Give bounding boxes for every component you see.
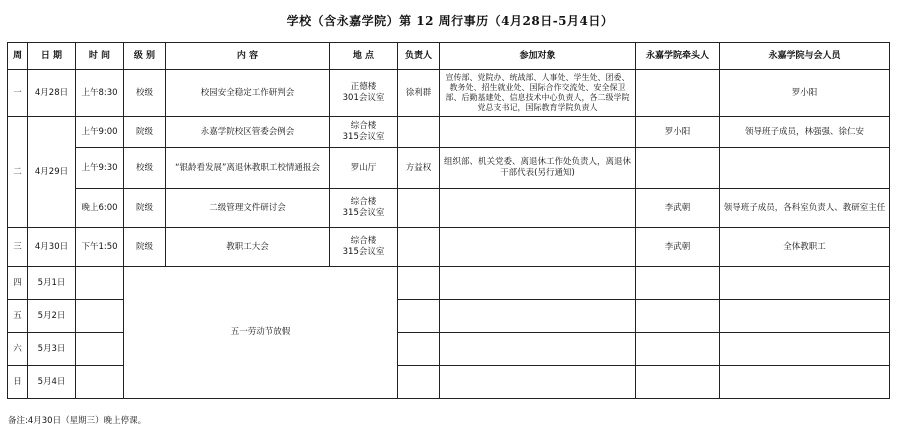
yj-members-cell: 全体教职工 bbox=[720, 228, 890, 267]
week-cell: 日 bbox=[8, 366, 28, 399]
place-cell: 综合楼 315会议室 bbox=[330, 189, 398, 228]
yj-lead-cell: 罗小阳 bbox=[636, 117, 720, 148]
week-cell: 四 bbox=[8, 267, 28, 300]
leader-cell bbox=[398, 333, 440, 366]
header-yj-lead: 永嘉学院牵头人 bbox=[636, 43, 720, 70]
content-cell: 永嘉学院校区管委会例会 bbox=[166, 117, 330, 148]
attendees-cell: 组织部、机关党委、离退休工作处负责人，离退休干部代表(另行通知) bbox=[440, 148, 636, 189]
date-cell: 4月29日 bbox=[28, 117, 76, 228]
header-row bbox=[8, 43, 890, 70]
header-week: 周 bbox=[8, 43, 28, 70]
leader-cell: 徐利群 bbox=[398, 70, 440, 117]
holiday-cell: 五一劳动节放假 bbox=[124, 267, 398, 399]
date-cell: 5月3日 bbox=[28, 333, 76, 366]
content-cell: 二级管理文件研讨会 bbox=[166, 189, 330, 228]
yj-lead-cell bbox=[636, 300, 720, 333]
content-cell: “银龄看发展”离退休教职工校情通报会 bbox=[166, 148, 330, 189]
yj-lead-cell bbox=[636, 366, 720, 399]
header-content: 内 容 bbox=[166, 43, 330, 70]
time-cell bbox=[76, 333, 124, 366]
leader-cell bbox=[398, 267, 440, 300]
place-cell: 综合楼 315会议室 bbox=[330, 117, 398, 148]
table-row bbox=[8, 189, 890, 228]
yj-members-cell: 领导班子成员，林强强、徐仁安 bbox=[720, 117, 890, 148]
leader-cell: 方益权 bbox=[398, 148, 440, 189]
date-cell: 5月2日 bbox=[28, 300, 76, 333]
attendees-cell bbox=[440, 267, 636, 300]
time-cell: 上午9:30 bbox=[76, 148, 124, 189]
date-cell: 5月4日 bbox=[28, 366, 76, 399]
yj-members-cell bbox=[720, 300, 890, 333]
leader-cell bbox=[398, 366, 440, 399]
attendees-cell bbox=[440, 366, 636, 399]
date-cell: 5月1日 bbox=[28, 267, 76, 300]
level-cell: 院级 bbox=[124, 189, 166, 228]
header-place: 地 点 bbox=[330, 43, 398, 70]
leader-cell bbox=[398, 300, 440, 333]
yj-members-cell: 罗小阳 bbox=[720, 70, 890, 117]
place-cell: 罗山厅 bbox=[330, 148, 398, 189]
header-level: 级 别 bbox=[124, 43, 166, 70]
leader-cell bbox=[398, 189, 440, 228]
header-yj-members: 永嘉学院与会人员 bbox=[720, 43, 890, 70]
week-cell: 二 bbox=[8, 117, 28, 228]
place-cell: 正德楼 301会议室 bbox=[330, 70, 398, 117]
week-cell: 六 bbox=[8, 333, 28, 366]
page-title: 学校（含永嘉学院）第 12 周行事历（4月28日-5月4日） bbox=[286, 14, 614, 28]
level-cell: 校级 bbox=[124, 148, 166, 189]
attendees-cell bbox=[440, 189, 636, 228]
leader-cell bbox=[398, 117, 440, 148]
level-cell: 院级 bbox=[124, 117, 166, 148]
week-cell: 一 bbox=[8, 70, 28, 117]
attendees-cell bbox=[440, 300, 636, 333]
table-row bbox=[8, 228, 890, 267]
yj-lead-cell: 李武朝 bbox=[636, 228, 720, 267]
table-row bbox=[8, 267, 890, 300]
week-cell: 五 bbox=[8, 300, 28, 333]
time-cell bbox=[76, 267, 124, 300]
time-cell: 上午9:00 bbox=[76, 117, 124, 148]
attendees-cell bbox=[440, 228, 636, 267]
table-row bbox=[8, 148, 890, 189]
yj-lead-cell bbox=[636, 70, 720, 117]
time-cell bbox=[76, 300, 124, 333]
time-cell: 下午1:50 bbox=[76, 228, 124, 267]
date-cell: 4月30日 bbox=[28, 228, 76, 267]
yj-members-cell: 领导班子成员，各科室负责人、教研室主任 bbox=[720, 189, 890, 228]
header-leader: 负责人 bbox=[398, 43, 440, 70]
yj-lead-cell bbox=[636, 267, 720, 300]
level-cell: 院级 bbox=[124, 228, 166, 267]
yj-lead-cell: 李武朝 bbox=[636, 189, 720, 228]
content-cell: 校园安全稳定工作研判会 bbox=[166, 70, 330, 117]
yj-members-cell bbox=[720, 148, 890, 189]
attendees-cell bbox=[440, 117, 636, 148]
place-cell: 综合楼 315会议室 bbox=[330, 228, 398, 267]
attendees-cell: 宣传部、党院办、统战部、人事处、学生处、团委、教务处、招生就业处、国际合作交流处、安全保卫部、后勤基建处、信息技术中心负责人，各二级学院党总支书记，国际教育学院负责人 bbox=[440, 70, 636, 117]
header-time: 时 间 bbox=[76, 43, 124, 70]
date-cell: 4月28日 bbox=[28, 70, 76, 117]
time-cell: 上午8:30 bbox=[76, 70, 124, 117]
yj-members-cell bbox=[720, 333, 890, 366]
yj-members-cell bbox=[720, 267, 890, 300]
level-cell: 校级 bbox=[124, 70, 166, 117]
week-cell: 三 bbox=[8, 228, 28, 267]
time-cell: 晚上6:00 bbox=[76, 189, 124, 228]
yj-lead-cell bbox=[636, 148, 720, 189]
header-date: 日 期 bbox=[28, 43, 76, 70]
time-cell bbox=[76, 366, 124, 399]
leader-cell bbox=[398, 228, 440, 267]
attendees-cell bbox=[440, 333, 636, 366]
table-row bbox=[8, 117, 890, 148]
schedule-table bbox=[7, 42, 890, 399]
footnote: 备注:4月30日（星期三）晚上停课。 bbox=[8, 416, 147, 426]
table-row bbox=[8, 70, 890, 117]
header-attendees: 参加对象 bbox=[440, 43, 636, 70]
yj-members-cell bbox=[720, 366, 890, 399]
yj-lead-cell bbox=[636, 333, 720, 366]
content-cell: 教职工大会 bbox=[166, 228, 330, 267]
